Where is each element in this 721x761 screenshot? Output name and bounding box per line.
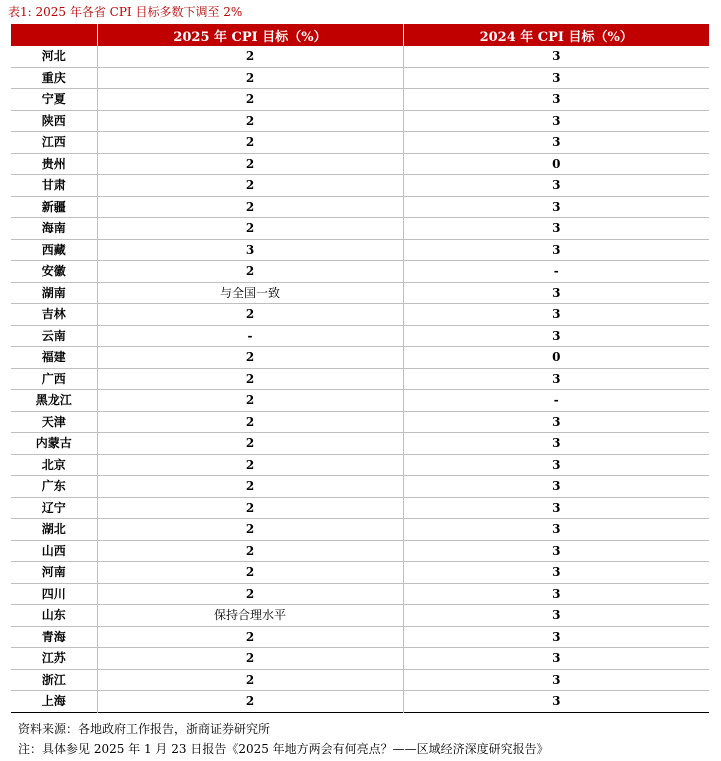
province-cell: 北京 [11,454,97,476]
header-2024-target: 2024 年 CPI 目标（%） [403,24,709,46]
table-row [11,261,709,283]
table-row [11,304,709,326]
target-2025-cell: 2 [97,46,403,67]
target-2025-cell: 与全国一致 [97,282,403,304]
header-2025-target: 2025 年 CPI 目标（%） [97,24,403,46]
cpi-target-table [11,24,709,713]
province-cell: 黑龙江 [11,390,97,412]
target-2025-cell: 2 [97,626,403,648]
target-2025-cell: 2 [97,519,403,541]
target-2025-cell: 2 [97,669,403,691]
target-2025-cell: 2 [97,497,403,519]
table-row [11,67,709,89]
table-row [11,433,709,455]
target-2024-cell: 3 [403,46,709,67]
target-2025-cell: 2 [97,89,403,111]
table-row [11,605,709,627]
target-2024-cell: 3 [403,519,709,541]
target-2025-cell: 2 [97,390,403,412]
province-cell: 云南 [11,325,97,347]
table-row [11,89,709,111]
target-2025-cell: 2 [97,132,403,154]
table-row [11,110,709,132]
target-2025-cell: 2 [97,433,403,455]
target-2024-cell: 3 [403,562,709,584]
target-2025-cell: 2 [97,454,403,476]
target-2025-cell: 2 [97,540,403,562]
province-cell: 贵州 [11,153,97,175]
province-cell: 西藏 [11,239,97,261]
table-row [11,626,709,648]
table-body [11,46,709,712]
table-row [11,519,709,541]
target-2024-cell: 3 [403,132,709,154]
target-2025-cell: - [97,325,403,347]
target-2025-cell: 2 [97,67,403,89]
target-2024-cell: 3 [403,476,709,498]
table-row [11,562,709,584]
target-2024-cell: 3 [403,540,709,562]
province-cell: 海南 [11,218,97,240]
table-row [11,476,709,498]
target-2024-cell: 3 [403,325,709,347]
province-cell: 广东 [11,476,97,498]
target-2025-cell: 2 [97,304,403,326]
target-2025-cell: 2 [97,562,403,584]
target-2025-cell: 2 [97,196,403,218]
target-2024-cell: 3 [403,454,709,476]
target-2024-cell: 3 [403,605,709,627]
table-row [11,691,709,713]
province-cell: 重庆 [11,67,97,89]
table-row [11,153,709,175]
target-2024-cell: 3 [403,626,709,648]
province-cell: 上海 [11,691,97,713]
province-cell: 山东 [11,605,97,627]
table-row [11,196,709,218]
target-2025-cell: 2 [97,691,403,713]
target-2024-cell: 3 [403,67,709,89]
province-cell: 宁夏 [11,89,97,111]
table-row [11,390,709,412]
province-cell: 天津 [11,411,97,433]
target-2024-cell: - [403,390,709,412]
target-2025-cell: 2 [97,110,403,132]
table-row [11,368,709,390]
target-2024-cell: 3 [403,110,709,132]
table-row [11,648,709,670]
target-2024-cell: 3 [403,196,709,218]
province-cell: 浙江 [11,669,97,691]
province-cell: 山西 [11,540,97,562]
province-cell: 陕西 [11,110,97,132]
province-cell: 辽宁 [11,497,97,519]
table-row [11,46,709,67]
province-cell: 江西 [11,132,97,154]
footnote: 注：具体参见 2025 年 1 月 23 日报告《2025 年地方两会有何亮点？——区域经济深度研究报告》 [18,742,549,756]
province-cell: 吉林 [11,304,97,326]
table-row [11,583,709,605]
province-cell: 江苏 [11,648,97,670]
table-row [11,239,709,261]
target-2024-cell: 3 [403,669,709,691]
target-2024-cell: 3 [403,304,709,326]
table-caption: 表1: 2025 年各省 CPI 目标多数下调至 2% [8,5,243,19]
target-2024-cell: 3 [403,282,709,304]
target-2024-cell: 3 [403,368,709,390]
target-2025-cell: 2 [97,218,403,240]
target-2024-cell: 3 [403,411,709,433]
province-cell: 河南 [11,562,97,584]
province-cell: 广西 [11,368,97,390]
province-cell: 湖南 [11,282,97,304]
target-2024-cell: 3 [403,218,709,240]
province-cell: 新疆 [11,196,97,218]
target-2024-cell: 3 [403,175,709,197]
province-cell: 湖北 [11,519,97,541]
province-cell: 河北 [41,49,66,64]
table-row [11,175,709,197]
province-cell: 四川 [11,583,97,605]
target-2025-cell: 2 [97,261,403,283]
province-cell: 福建 [11,347,97,369]
target-2024-cell: 3 [403,691,709,713]
table-header-row [11,24,709,46]
target-2024-cell: 3 [403,648,709,670]
target-2025-cell: 2 [97,583,403,605]
table-row [11,347,709,369]
notes [18,719,549,759]
target-2024-cell: 0 [403,153,709,175]
table-row [11,411,709,433]
table-row [11,454,709,476]
target-2024-cell: 0 [403,347,709,369]
table-row [11,325,709,347]
target-2025-cell: 保持合理水平 [97,605,403,627]
province-cell: 甘肃 [11,175,97,197]
target-2024-cell: 3 [403,239,709,261]
table-row [11,282,709,304]
province-cell: 安徽 [11,261,97,283]
target-2025-cell: 2 [97,347,403,369]
target-2025-cell: 2 [97,411,403,433]
target-2025-cell: 2 [97,368,403,390]
target-2025-cell: 3 [97,239,403,261]
source-note: 资料来源：各地政府工作报告，浙商证券研究所 [18,722,271,736]
province-cell: 内蒙古 [11,433,97,455]
target-2025-cell: 2 [97,153,403,175]
target-2025-cell: 2 [97,175,403,197]
table-row [11,540,709,562]
header-province [11,24,97,46]
table-row [11,497,709,519]
table-row [11,669,709,691]
target-2024-cell: 3 [403,583,709,605]
target-2024-cell: - [403,261,709,283]
target-2024-cell: 3 [403,497,709,519]
target-2024-cell: 3 [403,433,709,455]
province-cell: 青海 [11,626,97,648]
target-2025-cell: 2 [97,476,403,498]
table-row [11,218,709,240]
target-2025-cell: 2 [97,648,403,670]
table-row [11,132,709,154]
target-2024-cell: 3 [403,89,709,111]
